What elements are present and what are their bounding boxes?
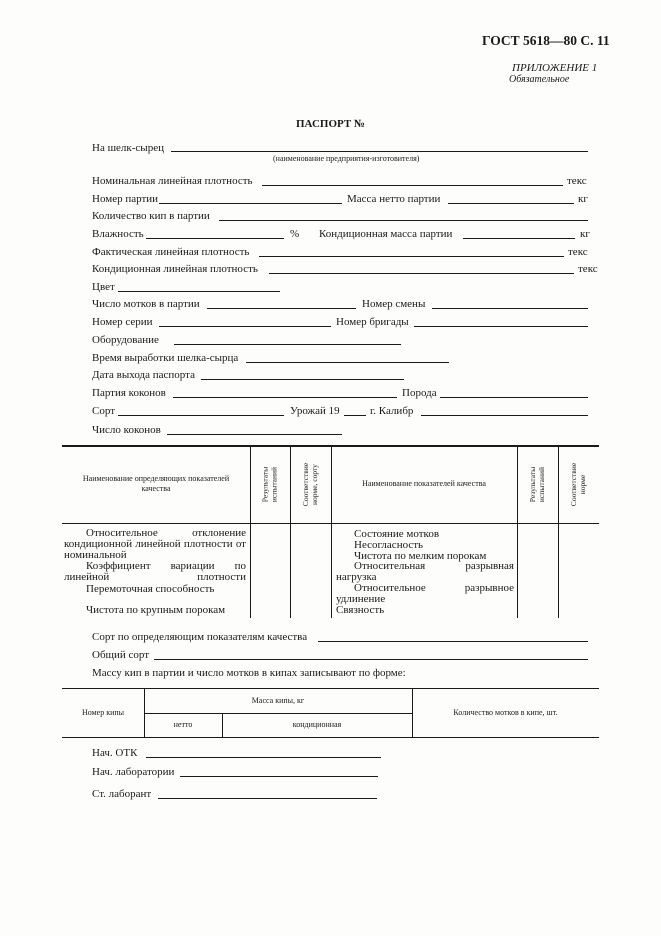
- cocoon-batch-field[interactable]: [173, 397, 397, 398]
- table-row: Чистота по крупным порокам: [86, 604, 226, 616]
- breed-label: Порода: [402, 387, 437, 399]
- kg-unit: кг: [580, 228, 590, 240]
- issue-date-field[interactable]: [201, 379, 404, 380]
- header-net: нетто: [173, 720, 193, 729]
- caliber-label: г. Калибр: [370, 405, 414, 417]
- overall-grade-label: Общий сорт: [92, 649, 150, 661]
- actual-density-field[interactable]: [259, 256, 564, 257]
- conditional-mass-label: Кондиционная масса партии: [319, 228, 453, 240]
- header-test-results-left: Результаты испытаний: [260, 466, 278, 502]
- actual-density-label: Фактическая линейная плотность: [92, 246, 250, 258]
- table-row: Перемоточная способность: [86, 583, 215, 595]
- header-compliance-norm: Соответствие норме: [569, 462, 587, 506]
- tex-unit: текс: [567, 175, 587, 187]
- harvest-year-field[interactable]: [344, 415, 366, 416]
- grade-label: Сорт: [92, 405, 115, 417]
- mandatory-label: Обязательное: [509, 74, 570, 85]
- otk-head-signature[interactable]: [146, 757, 381, 758]
- brigade-number-label: Номер бригады: [336, 316, 409, 328]
- senior-lab-label: Ст. лаборант: [92, 788, 152, 800]
- table-row: Относительная разрывная нагрузка: [336, 560, 514, 583]
- lab-head-label: Нач. лаборатории: [92, 766, 175, 778]
- production-time-label: Время выработки шелка-сырца: [92, 352, 239, 364]
- table-row: Относительное разрывное удлинение: [336, 582, 514, 605]
- net-mass-field[interactable]: [448, 203, 574, 204]
- humidity-label: Влажность: [92, 228, 144, 240]
- tex-unit: текс: [568, 246, 588, 258]
- otk-head-label: Нач. ОТК: [92, 747, 138, 759]
- breed-field[interactable]: [440, 397, 588, 398]
- header-bale-mass: Масса кипы, кг: [251, 695, 305, 705]
- header-indicator-name-right: Наименование показателей качества: [362, 479, 486, 488]
- humidity-field[interactable]: [146, 238, 284, 239]
- issue-date-label: Дата выхода паспорта: [92, 369, 195, 381]
- net-mass-label: Масса нетто партии: [347, 193, 441, 205]
- caliber-field[interactable]: [421, 415, 588, 416]
- color-field[interactable]: [118, 291, 280, 292]
- conditional-density-field[interactable]: [269, 273, 574, 274]
- raw-silk-label: На шелк-сырец: [92, 142, 164, 154]
- overall-grade-field[interactable]: [154, 659, 588, 660]
- page-title: ПАСПОРТ №: [296, 118, 366, 130]
- appendix-label: ПРИЛОЖЕНИЕ 1: [512, 62, 598, 74]
- table-row: Коэффициент вариации по линейной плотности: [64, 560, 246, 583]
- header-test-results-right: Результаты испытаний: [528, 466, 546, 502]
- nominal-density-label: Номинальная линейная плотность: [92, 175, 253, 187]
- grade-by-indicators-field[interactable]: [318, 641, 588, 642]
- lab-head-signature[interactable]: [180, 776, 378, 777]
- header-bale-number: Номер кипы: [81, 707, 125, 717]
- equipment-label: Оборудование: [92, 334, 159, 346]
- conditional-mass-field[interactable]: [463, 238, 575, 239]
- production-time-field[interactable]: [246, 362, 449, 363]
- table-row: Состояние мотков: [354, 528, 440, 540]
- harvest-label: Урожай 19: [290, 405, 340, 417]
- header-indicator-name-left: Наименование определяющих показателей качества: [82, 474, 230, 493]
- bales-count-field[interactable]: [219, 220, 588, 221]
- skeins-count-label: Число мотков в партии: [92, 298, 200, 310]
- senior-lab-signature[interactable]: [158, 798, 377, 799]
- table-row: Связность: [336, 604, 385, 616]
- shift-number-label: Номер смены: [362, 298, 426, 310]
- mass-note: Массу кип в партии и число мотков в кипах записывают по форме:: [92, 667, 406, 679]
- table-row: Относительное отклонение кондиционной линейной плотности от номинальной: [64, 527, 246, 561]
- standard-number: ГОСТ 5618—80 С. 11: [482, 33, 610, 48]
- skeins-count-field[interactable]: [207, 308, 356, 309]
- batch-number-field[interactable]: [159, 203, 342, 204]
- kg-unit: кг: [578, 193, 588, 205]
- cocoon-count-label: Число коконов: [92, 424, 161, 436]
- raw-silk-field[interactable]: [171, 151, 588, 152]
- shift-number-field[interactable]: [432, 308, 588, 309]
- header-compliance-grade: Соответствие норме, сорту: [301, 462, 319, 506]
- series-number-field[interactable]: [159, 326, 331, 327]
- series-number-label: Номер серии: [92, 316, 153, 328]
- cocoon-count-field[interactable]: [167, 434, 342, 435]
- color-label: Цвет: [92, 281, 115, 293]
- table-row: Несогласность: [354, 539, 424, 551]
- grade-by-indicators-label: Сорт по определяющим показателям качества: [92, 631, 308, 643]
- grade-field[interactable]: [118, 415, 284, 416]
- cocoon-batch-label: Партия коконов: [92, 387, 166, 399]
- percent-unit: %: [290, 228, 300, 240]
- equipment-field[interactable]: [174, 344, 401, 345]
- header-conditional: кондиционная: [292, 720, 342, 729]
- conditional-density-label: Кондиционная линейная плотность: [92, 263, 258, 275]
- nominal-density-field[interactable]: [262, 185, 563, 186]
- brigade-number-field[interactable]: [414, 326, 588, 327]
- tex-unit: текс: [578, 263, 598, 275]
- batch-number-label: Номер партии: [92, 193, 159, 205]
- table-row: Чистота по мелким порокам: [354, 550, 487, 562]
- header-skeins-in-bale: Количество мотков в кипе, шт.: [453, 707, 558, 717]
- manufacturer-caption: (наименование предприятия-изготовителя): [273, 154, 420, 163]
- bales-count-label: Количество кип в партии: [92, 210, 210, 222]
